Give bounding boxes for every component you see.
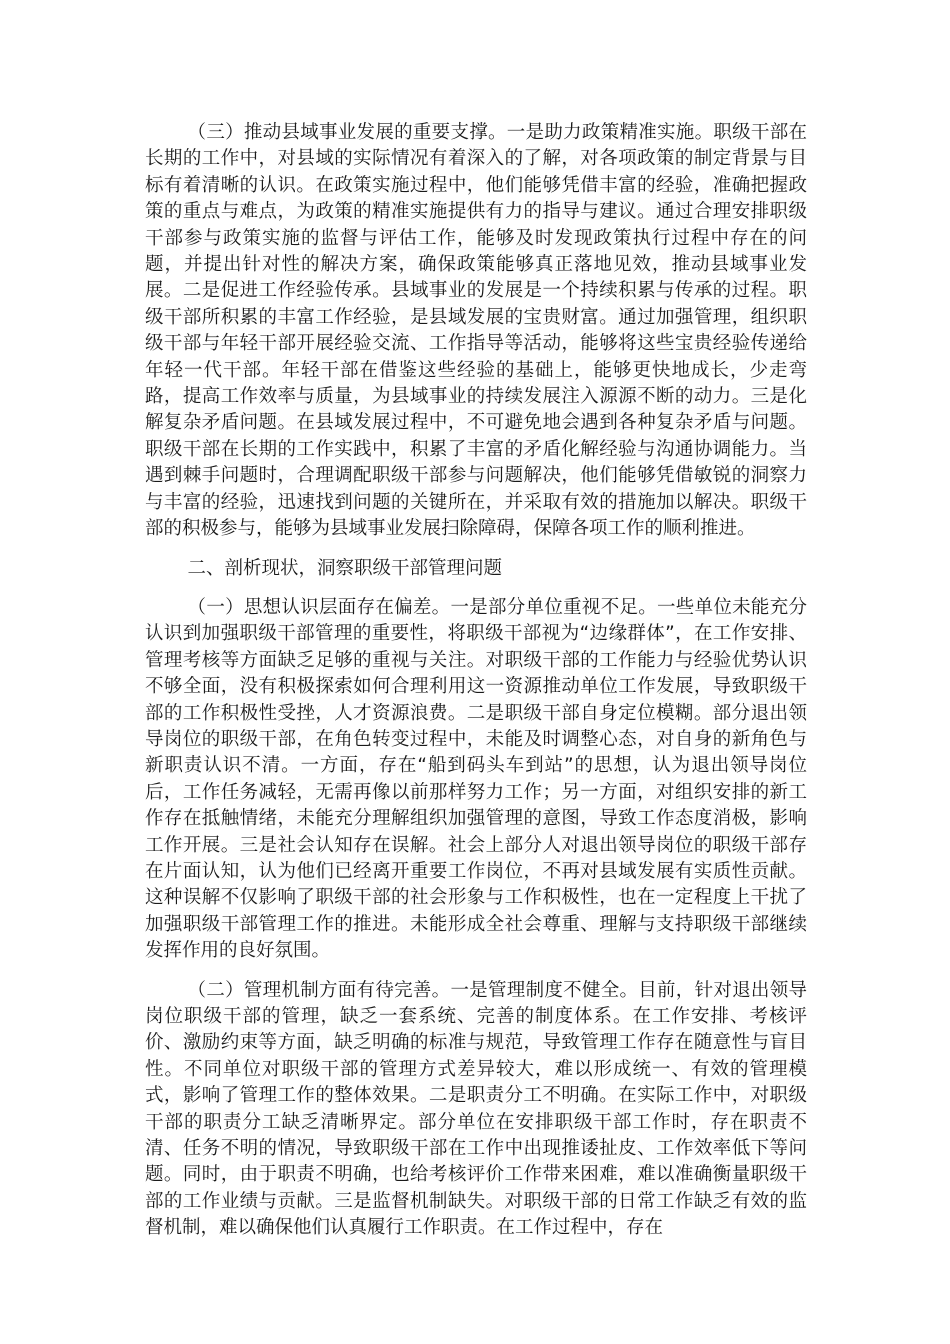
paragraph-management-mechanism: （二）管理机制方面有待完善。一是管理制度不健全。目前，针对退出领导岗位职级干部的管理，缺乏一套系统、完善的制度体系。在工作安排、考核评价、激励约束等方面，缺乏明确的标准与规范，导致管理工作存在随意性与盲目性。不同单位对职级干部的管理方式差异较大，难以形成统一、有效的管理模式，影响了管理工作的整体效果。二是职责分工不明确。在实际工作中，对职级干部的职责分工缺乏清晰界定。部分单位在安排职级干部工作时，存在职责不清、任务不明的情况，导致职级干部在工作中出现推诿扯皮、工作效率低下等问题。同时，由于职责不明确，也给考核评价工作带来困难，难以准确衡量职级干部的工作业绩与贡献。三是监督机制缺失。对职级干部的日常工作缺乏有效的监督机制，难以确保他们认真履行工作职责。在工作过程中，存在 [145, 979, 807, 1239]
paragraph-ideological-deviation: （一）思想认识层面存在偏差。一是部分单位重视不足。一些单位未能充分认识到加强职级干部管理的重要性，将职级干部视为“边缘群体”，在工作安排、管理考核等方面缺乏足够的重视与关注。对职级干部的工作能力与经验优势认识不够全面，没有积极探索如何合理利用这一资源推动单位工作发展，导致职级干部的工作积极性受挫，人才资源浪费。二是职级干部自身定位模糊。部分退出领导岗位的职级干部，在角色转变过程中，未能及时调整心态，对自身的新角色与新职责认识不清。一方面，存在“船到码头车到站”的思想，认为退出领导岗位后，工作任务减轻，无需再像以前那样努力工作；另一方面，对组织安排的新工作存在抵触情绪，未能充分理解组织加强管理的意图，导致工作态度消极，影响工作开展。三是社会认知存在误解。社会上部分人对退出领导岗位的职级干部存在片面认知，认为他们已经离开重要工作岗位，不再对县域发展有实质性贡献。这种误解不仅影响了职级干部的社会形象与工作积极性，也在一定程度上干扰了加强职级干部管理工作的推进。未能形成全社会尊重、理解与支持职级干部继续发挥作用的良好氛围。 [145, 596, 807, 962]
section-heading-analysis: 二、剖析现状，洞察职级干部管理问题 [187, 557, 503, 579]
paragraph-county-development-support: （三）推动县域事业发展的重要支撑。一是助力政策精准实施。职级干部在长期的工作中，对县域的实际情况有着深入的了解，对各项政策的制定背景与目标有着清晰的认识。在政策实施过程中，他们能够凭借丰富的经验，准确把握政策的重点与难点，为政策的精准实施提供有力的指导与建议。通过合理安排职级干部参与政策实施的监督与评估工作，能够及时发现政策执行过程中存在的问题，并提出针对性的解决方案，确保政策能够真正落地见效，推动县域事业发展。二是促进工作经验传承。县域事业的发展是一个持续积累与传承的过程。职级干部所积累的丰富工作经验，是县域发展的宝贵财富。通过加强管理，组织职级干部与年轻干部开展经验交流、工作指导等活动，能够将这些宝贵经验传递给年轻一代干部。年轻干部在借鉴这些经验的基础上，能够更快地成长，少走弯路，提高工作效率与质量，为县域事业的持续发展注入源源不断的动力。三是化解复杂矛盾问题。在县域发展过程中，不可避免地会遇到各种复杂矛盾与问题。职级干部在长期的工作实践中，积累了丰富的矛盾化解经验与沟通协调能力。当遇到棘手问题时，合理调配职级干部参与问题解决，他们能够凭借敏锐的洞察力与丰富的经验，迅速找到问题的关键所在，并采取有效的措施加以解决。职级干部的积极参与，能够为县域事业发展扫除障碍，保障各项工作的顺利推进。 [145, 122, 807, 540]
document-body [145, 120, 807, 1242]
